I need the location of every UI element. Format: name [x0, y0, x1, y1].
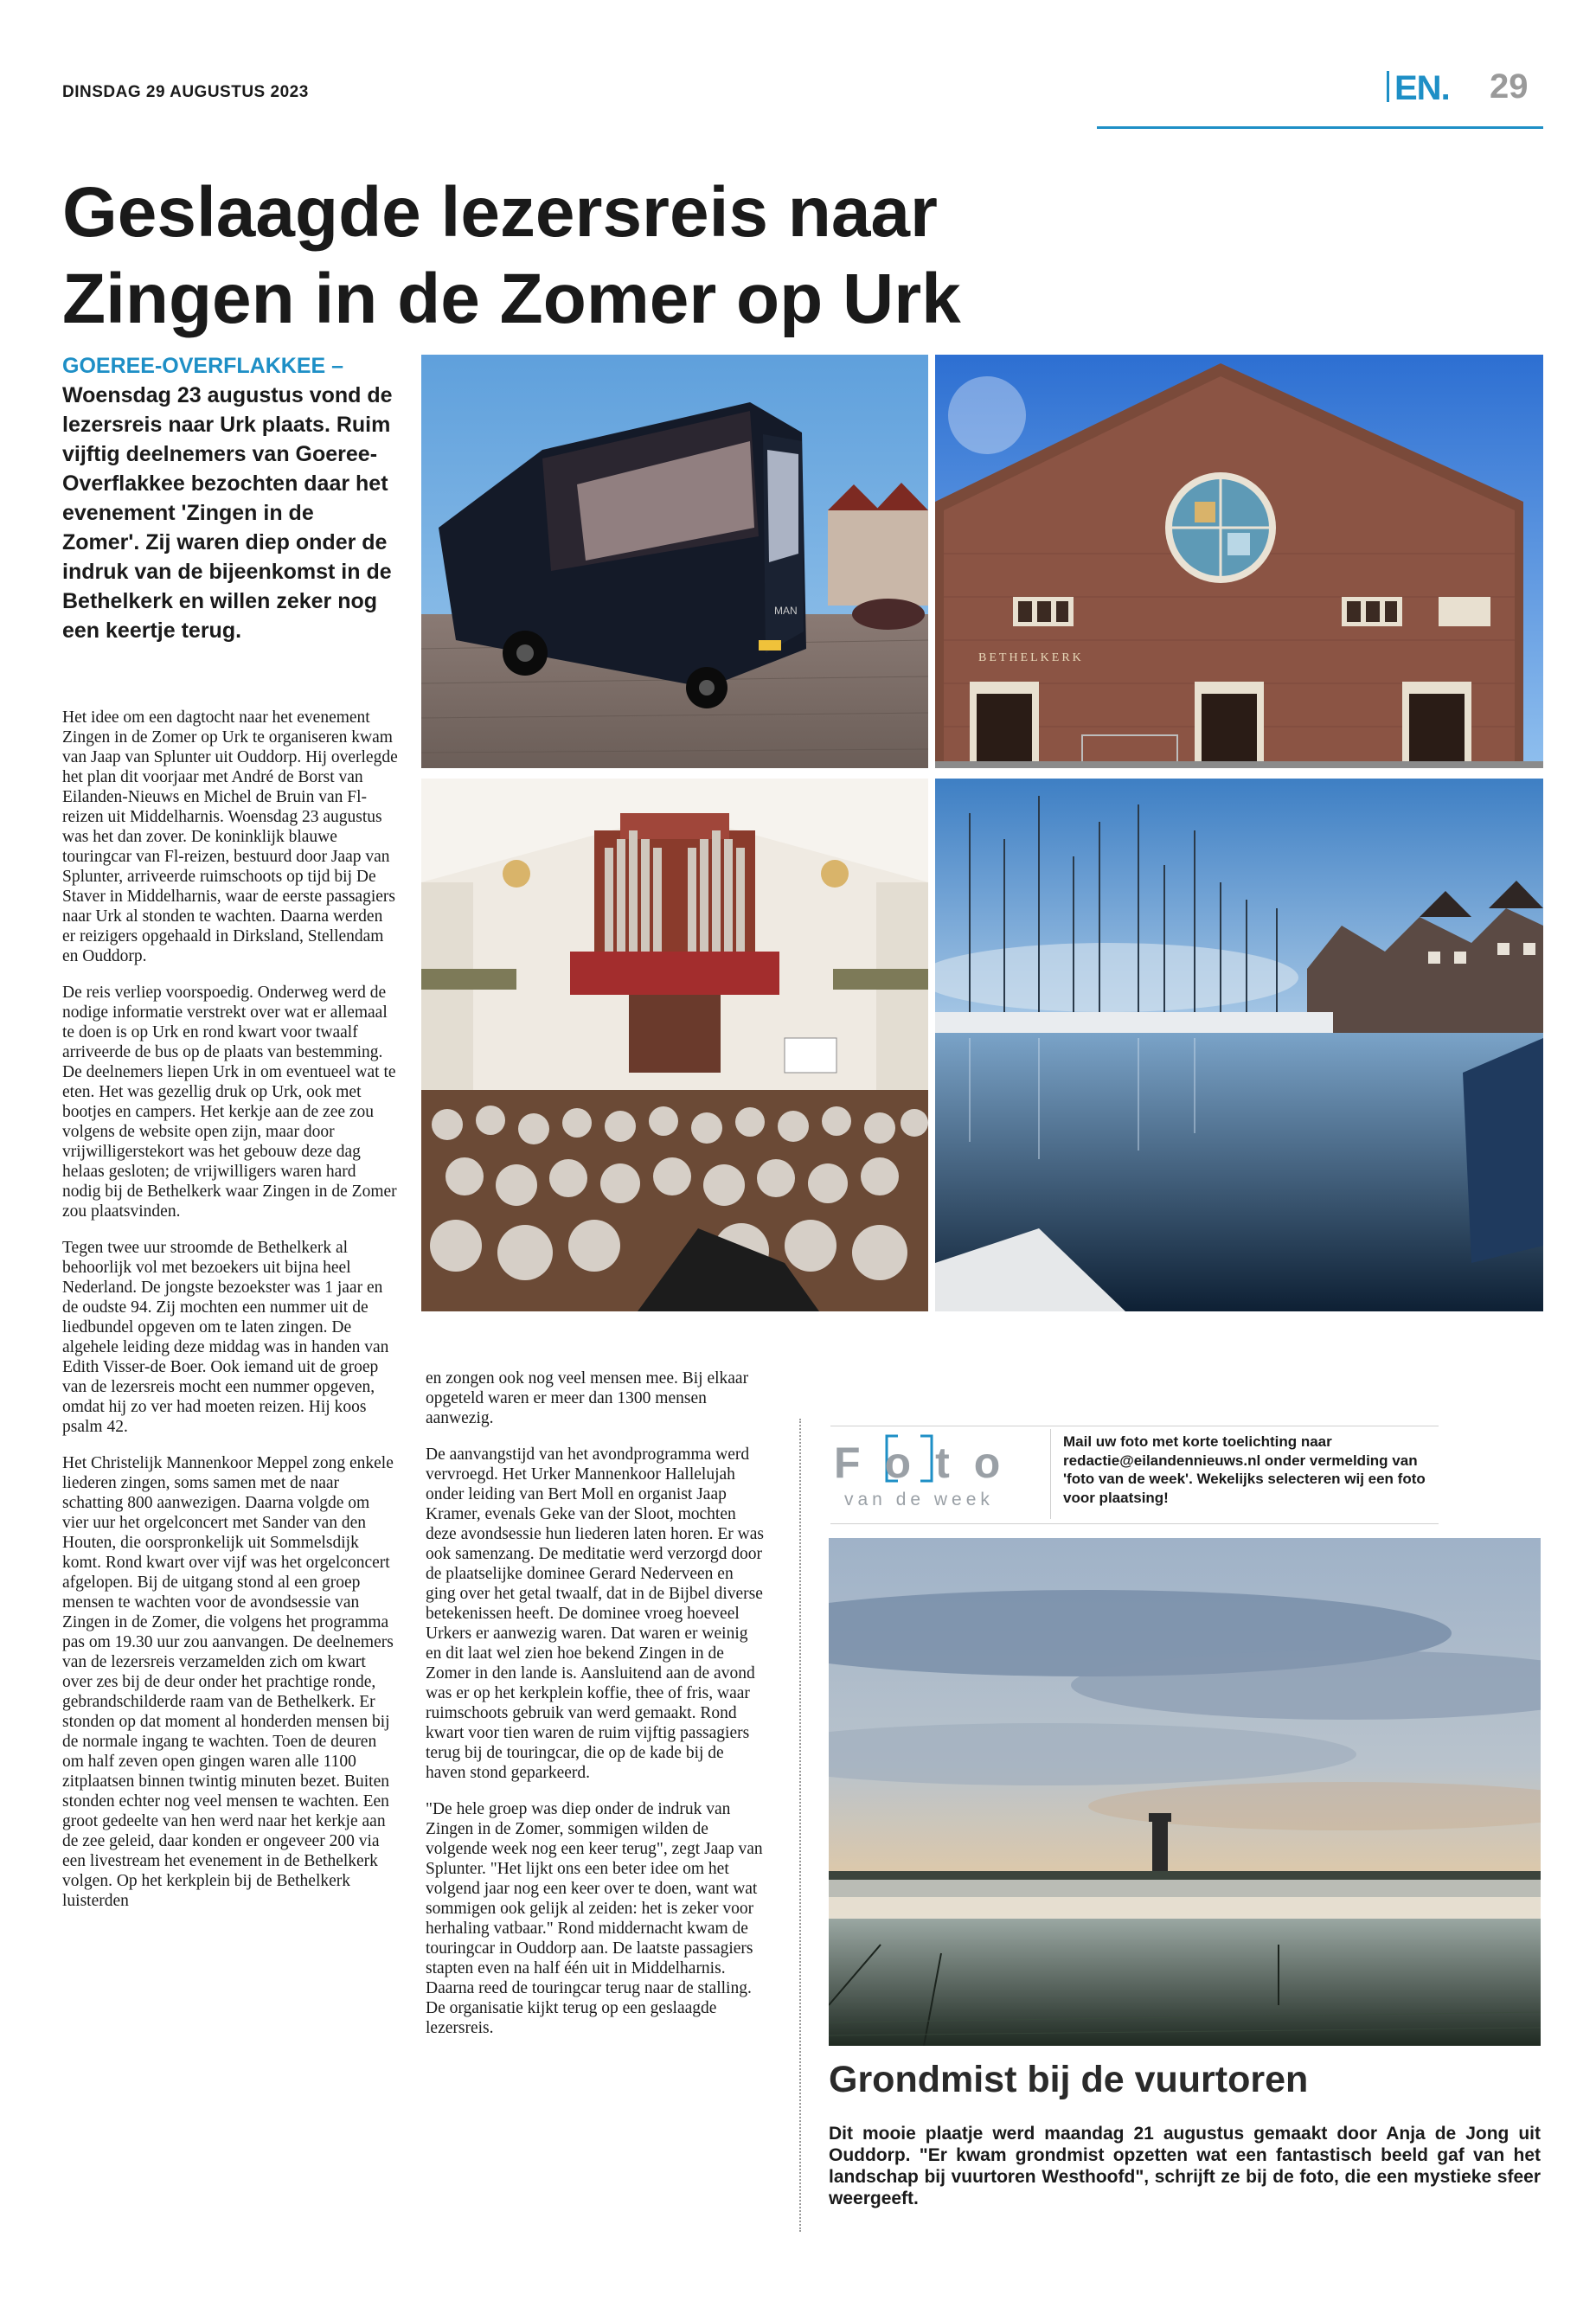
article-headline: [62, 170, 1014, 343]
bus-brand-label: MAN: [774, 605, 798, 617]
header-rule: [1097, 126, 1543, 129]
church-interior-photo: [421, 779, 928, 1311]
church-facade-photo: [935, 355, 1543, 768]
harbour-photo: [935, 779, 1543, 1311]
edition-date: DINSDAG 29 AUGUSTUS 2023: [62, 83, 309, 101]
photo-of-week-caption: Dit mooie plaatje werd maandag 21 augustus gemaakt door Anja de Jong uit Ouddorp. "Er kwam grondmist opzetten wat een fantastisch beeld gaf van het landschap bij vuurtoren Westhoofd", schrijft ze bij de foto, die een mystieke sfeer weergeeft.: [829, 2124, 1541, 2208]
page-number: 29: [1490, 67, 1529, 106]
bus-photo: [421, 355, 928, 768]
brand-divider: [1387, 71, 1389, 102]
foto-instructions: Mail uw foto met korte toelichting naar redactie@eilandennieuws.nl onder vermelding van 'foto van de week'. Wekelijks selecteren wij een foto voor plaatsing!: [1063, 1433, 1426, 1506]
lead-text: Woensdag 23 augustus vond de lezersreis naar Urk plaats. Ruim vijftig deelnemers van Goeree-Overflakkee bezochten daar het evenement 'Zingen in de Zomer'. Zij waren diep onder de indruk van de bijeenkomst in de Bethelkerk en willen zeker nog een keertje terug.: [62, 383, 393, 643]
photo-of-week-title: Grondmist bij de vuurtoren: [829, 2059, 1309, 2100]
paragraph: De reis verliep voorspoedig. Onderweg werd de nodige informatie verstrekt over wat er allemaal te doen is op Urk en rond kwart voor twaalf arriveerde de bus op de plaats van bestemming. De deelnemers liepen Urk in om eventueel wat te eten. Het was gezellig druk op Urk, ook met bootjes en campers. Het kerkje aan de zee zou volgens de website open zijn, maar door vrijwilligerstekort was het gebouw deze dag helaas gesloten; de vrijwilligers waren hard nodig bij de Bethelkerk waar Zingen in de Zomer zou plaatsvinden.: [62, 984, 397, 1221]
paragraph: Het idee om een dagtocht naar het evenement Zingen in de Zomer op Urk te organiseren kwam van Jaap van Splunter uit Ouddorp. Hij overlegde het plan dit voorjaar met André de Borst van Eilanden-Nieuws en Michel de Bruin van Fl-reizen uit Middelharnis. Woensdag 23 augustus was het dan zover. De koninklijk blauwe touringcar van Fl-reizen, bestuurd door Jaap van Splunter, arriveerde ruimschoots op tijd bij De Staver in Middelharnis, waar de eerste passagiers naar Urk al stonden te wachten. Daarna werden er reizigers opgehaald in Dirksland, Stellendam en Ouddorp.: [62, 708, 398, 965]
article-column-2: [426, 1368, 765, 2054]
article-column-1: [62, 708, 398, 1927]
lighthouse-fog-photo: [829, 1538, 1541, 2046]
foto-box-divider: [1050, 1429, 1051, 1519]
paragraph: en zongen ook nog veel mensen mee. Bij elkaar opgeteld waren er meer dan 1300 mensen aanwezig.: [426, 1369, 749, 1427]
headline-line-1: Geslaagde lezersreis naar: [62, 173, 938, 252]
paragraph: De aanvangstijd van het avondprogramma werd vervroegd. Het Urker Mannenkoor Hallelujah onder leiding van Bert Moll en organist Jaap Kramer, evenals Geke van der Sloot, mochten deze avondsessie hun liederen laten horen. Er was ook samenzang. De meditatie werd verzorgd door de plaatselijke dominee Gerard Nederveen en ging over het getal twaalf, dat in de Bijbel diverse betekenissen heeft. De dominee vroeg hoeveel Urkers er aanwezig waren. Dat waren er weinig en dit laat wel zien hoe bekend Zingen in de Zomer in den lande is. Aansluitend aan de avond was er op het kerkplein koffie, thee of fris, waar ruimschoots gebruik van werd gemaakt. Rond kwart voor tien waren de ruim vijftig passagiers terug bij de touringcar, die op de kade bij de haven stond geparkeerd.: [426, 1445, 764, 1782]
dateline-location: GOEREE-OVERFLAKKEE –: [62, 354, 344, 378]
church-sign: BETHELKERK: [978, 651, 1084, 664]
headline-line-2: Zingen in de Zomer op Urk: [62, 260, 961, 338]
article-lead: [62, 351, 393, 645]
paragraph: Tegen twee uur stroomde de Bethelkerk al behoorlijk vol met bezoekers uit bijna heel Nederland. De jongste bezoekster was 1 jaar en de oudste 94. Zij mochten een nummer uit de liedbundel opgeven om te laten zingen. De algehele leiding deze middag was in handen van Edith Visser-de Boer. Ook iemand uit de groep van de lezersreis mocht een nummer opgeven, omdat hij zo ver had moeten reizen. Hij koos psalm 42.: [62, 1239, 389, 1436]
foto-logo-word: Foto: [834, 1439, 1025, 1487]
brand-logo: EN.: [1394, 69, 1450, 107]
foto-van-de-week-logo: [832, 1429, 1029, 1516]
foto-logo-sub: van de week: [844, 1490, 994, 1509]
paragraph: Het Christelijk Mannenkoor Meppel zong enkele liederen zingen, soms samen met de naar schatting 800 aanwezigen. Daarna volgde om vier uur het orgelconcert met Sander van den Houten, die oorspronkelijk uit Sommelsdijk komt. Rond kwart over vijf was het orgelconcert afgelopen. Bij de uitgang stond al een groep mensen te wachten voor de avondsessie van Zingen in de Zomer, die volgens het programma pas om 19.30 uur zou aanvangen. De deelnemers van de lezersreis verzamelden zich om kwart over zes bij de deur onder het prachtige ronde, gebrandschilderde raam van de Bethelkerk. Er stonden op dat moment al honderden mensen bij de normale ingang te wachten. Toen de deuren om half zeven open gingen waren alle 1100 zitplaatsen binnen twintig minuten bezet. Buiten stonden echter nog veel mensen te wachten. Een groot gedeelte van hen werd naar het kerkje aan de zee geleid, daar konden er ongeveer 200 via een livestream het evenement in de Bethelkerk volgen. Op het kerkplein bij de Bethelkerk luisterden: [62, 1454, 394, 1910]
column-divider: [799, 1419, 803, 2232]
paragraph: "De hele groep was diep onder de indruk van Zingen in de Zomer, sommigen wilden de volgende week nog een keer terug", zegt Jaap van Splunter. "Het lijkt ons een beter idee om het volgend jaar nog een keer over te doen, want wat sommigen ook gelijk al zeiden: het is zeker voor herhaling vatbaar." Rond middernacht kwam de touringcar in Ouddorp aan. De laatste passagiers stapten even na half één uit in Middelharnis. Daarna reed de touringcar terug naar de stalling. De organisatie kijkt terug op een geslaagde lezersreis.: [426, 1800, 763, 2037]
